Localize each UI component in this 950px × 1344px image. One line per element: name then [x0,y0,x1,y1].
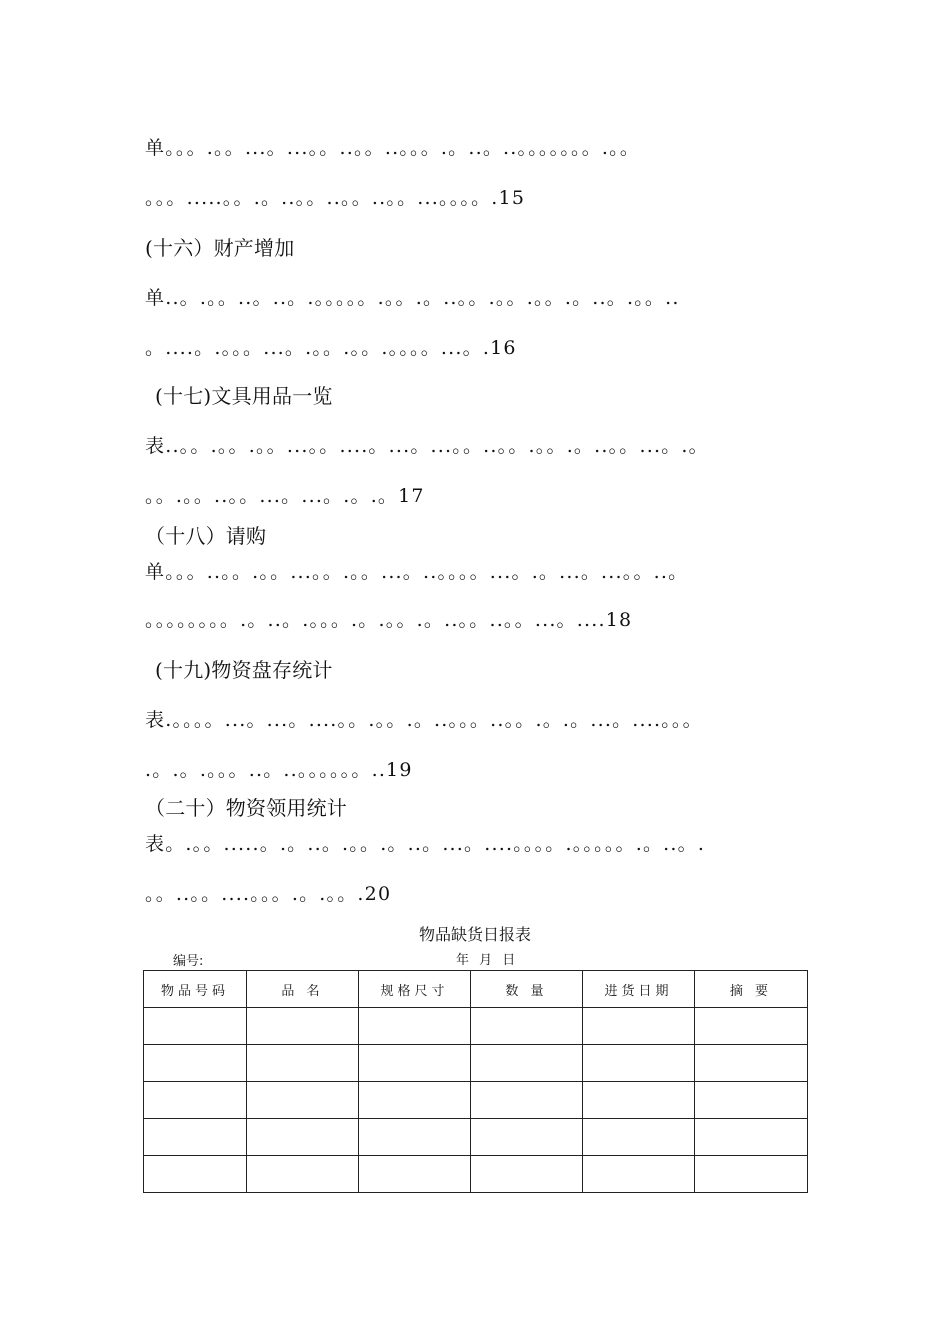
table-row [144,1082,808,1119]
toc-leader-line: 表.。。。。...。...。....。。.。。.。..。。。..。。.。.。...。....。。。 [145,709,703,731]
table-cell[interactable] [583,1045,695,1082]
toc-leader-line: 。。。.....。。.。..。。..。。..。。...。。。。.15 [145,187,526,209]
column-header: 进货日期 [583,971,695,1008]
table-cell[interactable] [359,1156,471,1193]
toc-heading: (十七)文具用品一览 [155,384,333,408]
table-cell[interactable] [583,1119,695,1156]
table-cell[interactable] [247,1008,359,1045]
table-cell[interactable] [695,1082,808,1119]
toc-leader-line: 表。.。。.....。.。..。.。。.。..。...。....。。。。.。。。。。.。..。. [145,833,706,855]
toc-leader-line: 单。。。.。。...。...。。..。。..。。。.。..。..。。。。。。。.。。 [145,137,641,159]
toc-leader-line: 。。..。。....。。。.。.。。.20 [145,883,392,905]
table-cell[interactable] [247,1045,359,1082]
table-cell[interactable] [471,1045,583,1082]
table-cell[interactable] [695,1008,808,1045]
toc-leader-line: 单..。.。。..。..。.。。。。。.。。.。..。。.。。.。。.。..。.。。.. [145,287,680,309]
table-cell[interactable] [359,1082,471,1119]
form-date-label: 年 月 日 [456,953,516,968]
table-row [144,1045,808,1082]
toc-heading: （二十）物资领用统计 [145,796,347,820]
form-title: 物品缺货日报表 [418,925,531,944]
table-cell[interactable] [471,1119,583,1156]
table-row [144,1119,808,1156]
table-cell[interactable] [695,1156,808,1193]
column-header: 摘 要 [695,971,808,1008]
table-cell[interactable] [695,1119,808,1156]
table-header-row [144,971,808,1008]
table-cell[interactable] [144,1045,247,1082]
table-cell[interactable] [247,1156,359,1193]
table-cell[interactable] [144,1119,247,1156]
shortage-report-table [143,970,808,1193]
column-header: 数 量 [471,971,583,1008]
column-header: 品 名 [247,971,359,1008]
table-cell[interactable] [359,1119,471,1156]
toc-leader-line: 单。。。..。。.。。...。。.。。...。..。。。。...。.。...。...。。..。 [145,561,689,583]
table-cell[interactable] [144,1156,247,1193]
table-cell[interactable] [471,1082,583,1119]
toc-leader-line: .。.。.。。。..。..。。。。。。..19 [145,759,413,781]
column-header: 物品号码 [144,971,247,1008]
table-cell[interactable] [359,1008,471,1045]
toc-leader-line: 表..。。.。。.。。...。。....。...。...。。..。。.。。.。..。。...。.。 [145,435,709,457]
toc-leader-line: 。....。.。。。...。.。。.。。.。。。。...。.16 [145,337,517,359]
table-cell[interactable] [144,1082,247,1119]
table-cell[interactable] [247,1119,359,1156]
toc-leader-line: 。。.。。..。。...。...。.。.。17 [145,485,425,507]
table-cell[interactable] [144,1008,247,1045]
table-cell[interactable] [247,1082,359,1119]
table-cell[interactable] [583,1008,695,1045]
table-cell[interactable] [359,1045,471,1082]
table-cell[interactable] [583,1156,695,1193]
column-header: 规格尺寸 [359,971,471,1008]
table-row [144,1156,808,1193]
toc-heading: (十九)物资盘存统计 [155,658,333,682]
table-row [144,1008,808,1045]
toc-heading: (十六）财产增加 [145,236,295,260]
toc-heading: （十八）请购 [145,524,267,548]
table-cell[interactable] [471,1156,583,1193]
table-cell[interactable] [695,1045,808,1082]
form-number-label: 编号: [173,954,204,969]
toc-leader-line: 。。。。。。。。.。..。.。。。.。.。。.。..。。..。。...。....18 [145,609,633,631]
table-cell[interactable] [583,1082,695,1119]
table-cell[interactable] [471,1008,583,1045]
